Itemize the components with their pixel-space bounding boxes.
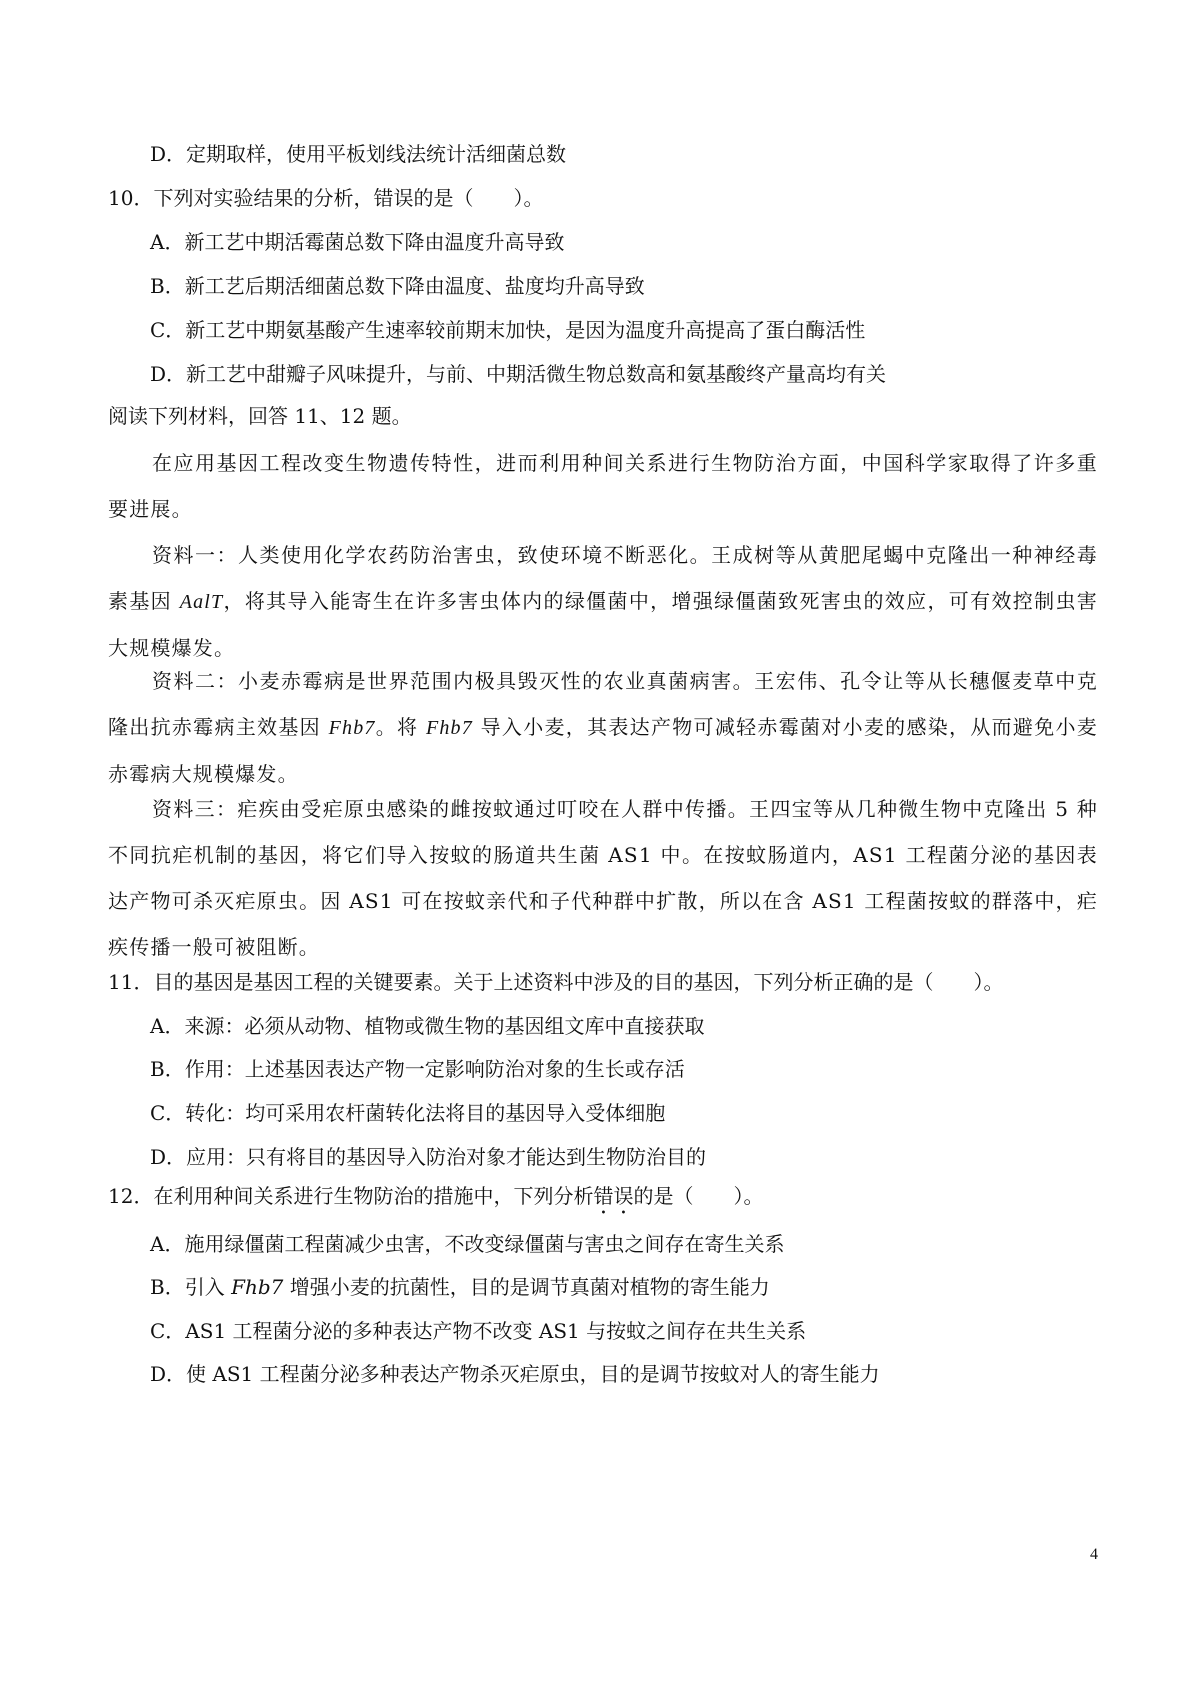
material-1-text-a: 资料一：人类使用化学农药防治害虫，致使环境不断恶化。王成树等从黄肥尾蝎中克隆出一种神经毒素基因 bbox=[108, 543, 1098, 613]
q12-option-a: A．施用绿僵菌工程菌减少虫害，不改变绿僵菌与害虫之间存在寄生关系 bbox=[150, 1232, 785, 1256]
page-number: 4 bbox=[1090, 1546, 1098, 1563]
q11-stem: 11．目的基因是基因工程的关键要素。关于上述资料中涉及的目的基因，下列分析正确的是（ ）。 bbox=[108, 970, 1004, 994]
material-2-gene: Fhb7 bbox=[328, 717, 376, 739]
material-1-gene: AalT bbox=[179, 591, 224, 613]
q11-option-d: D．应用：只有将目的基因导入防治对象才能达到生物防治目的 bbox=[150, 1145, 707, 1169]
q9-option-d: D．定期取样，使用平板划线法统计活细菌总数 bbox=[150, 142, 567, 166]
q12-stem bbox=[108, 1182, 763, 1219]
material-2 bbox=[108, 658, 1098, 797]
material-2-text-c: 导入小麦，其表达产物可减轻赤霉菌对小麦的感染，从而避免小麦赤霉病大规模爆发。 bbox=[108, 715, 1098, 786]
q10-stem: 10．下列对实验结果的分析，错误的是（ ）。 bbox=[108, 186, 544, 210]
q10-option-d: D．新工艺中甜瓣子风味提升，与前、中期活微生物总数高和氨基酸终产量高均有关 bbox=[150, 362, 887, 386]
q12-option-c: C．AS1 工程菌分泌的多种表达产物不改变 AS1 与按蚊之间存在共生关系 bbox=[150, 1319, 807, 1343]
q12-option-d: D．使 AS1 工程菌分泌多种表达产物杀灭疟原虫，目的是调节按蚊对人的寄生能力 bbox=[150, 1362, 880, 1386]
q11-option-c: C．转化：均可采用农杆菌转化法将目的基因导入受体细胞 bbox=[150, 1101, 666, 1125]
q12-option-b-text-b: 增强小麦的抗菌性，目的是调节真菌对植物的寄生能力 bbox=[283, 1275, 770, 1299]
q12-option-b-text-a: B．引入 bbox=[150, 1275, 232, 1299]
q11-option-b: B．作用：上述基因表达产物一定影响防治对象的生长或存活 bbox=[150, 1057, 685, 1081]
material-2-text-a: 资料二：小麦赤霉病是世界范围内极具毁灭性的农业真菌病害。王宏伟、孔令让等从长穗偃麦草中克隆出抗赤霉病主效基因 bbox=[108, 669, 1098, 739]
q12-stem-emphasis: 错误 bbox=[593, 1184, 634, 1208]
material-1-text-b: ，将其导入能寄生在许多害虫体内的绿僵菌中，增强绿僵菌致死害虫的效应，可有效控制虫害大规模爆发。 bbox=[108, 589, 1098, 660]
material-1 bbox=[108, 532, 1098, 671]
material-3: 资料三：疟疾由受疟原虫感染的雌按蚊通过叮咬在人群中传播。王四宝等从几种微生物中克隆出 5 种不同抗疟机制的基因，将它们导入按蚊的肠道共生菌 AS1 中。在按蚊肠道内，AS1 工程菌分泌的基因表达产物可杀灭疟原虫。因 AS1 可在按蚊亲代和子代种群中扩散，所以在含 AS1 工程菌按蚊的群落中，疟疾传播一般可被阻断。 bbox=[108, 797, 1098, 959]
q12-option-b bbox=[150, 1273, 770, 1301]
q12-stem-text-a: 12．在利用种间关系进行生物防治的措施中，下列分析 bbox=[108, 1184, 594, 1208]
q12-option-b-gene: Fhb7 bbox=[231, 1275, 284, 1299]
q12-stem-text-b: 的是（ ）。 bbox=[633, 1184, 764, 1208]
q11-option-a: A．来源：必须从动物、植物或微生物的基因组文库中直接获取 bbox=[150, 1014, 705, 1038]
q10-option-a: A．新工艺中期活霉菌总数下降由温度升高导致 bbox=[150, 230, 565, 254]
reading-paragraph-intro: 在应用基因工程改变生物遗传特性，进而利用种间关系进行生物防治方面，中国科学家取得了许多重要进展。 bbox=[108, 451, 1098, 521]
material-2-gene-2: Fhb7 bbox=[425, 717, 473, 739]
reading-intro: 阅读下列材料，回答 11、12 题。 bbox=[108, 404, 412, 428]
material-2-text-b: 。将 bbox=[375, 715, 426, 739]
q10-option-b: B．新工艺后期活细菌总数下降由温度、盐度均升高导致 bbox=[150, 274, 645, 298]
q10-option-c: C．新工艺中期氨基酸产生速率较前期末加快，是因为温度升高提高了蛋白酶活性 bbox=[150, 318, 866, 342]
